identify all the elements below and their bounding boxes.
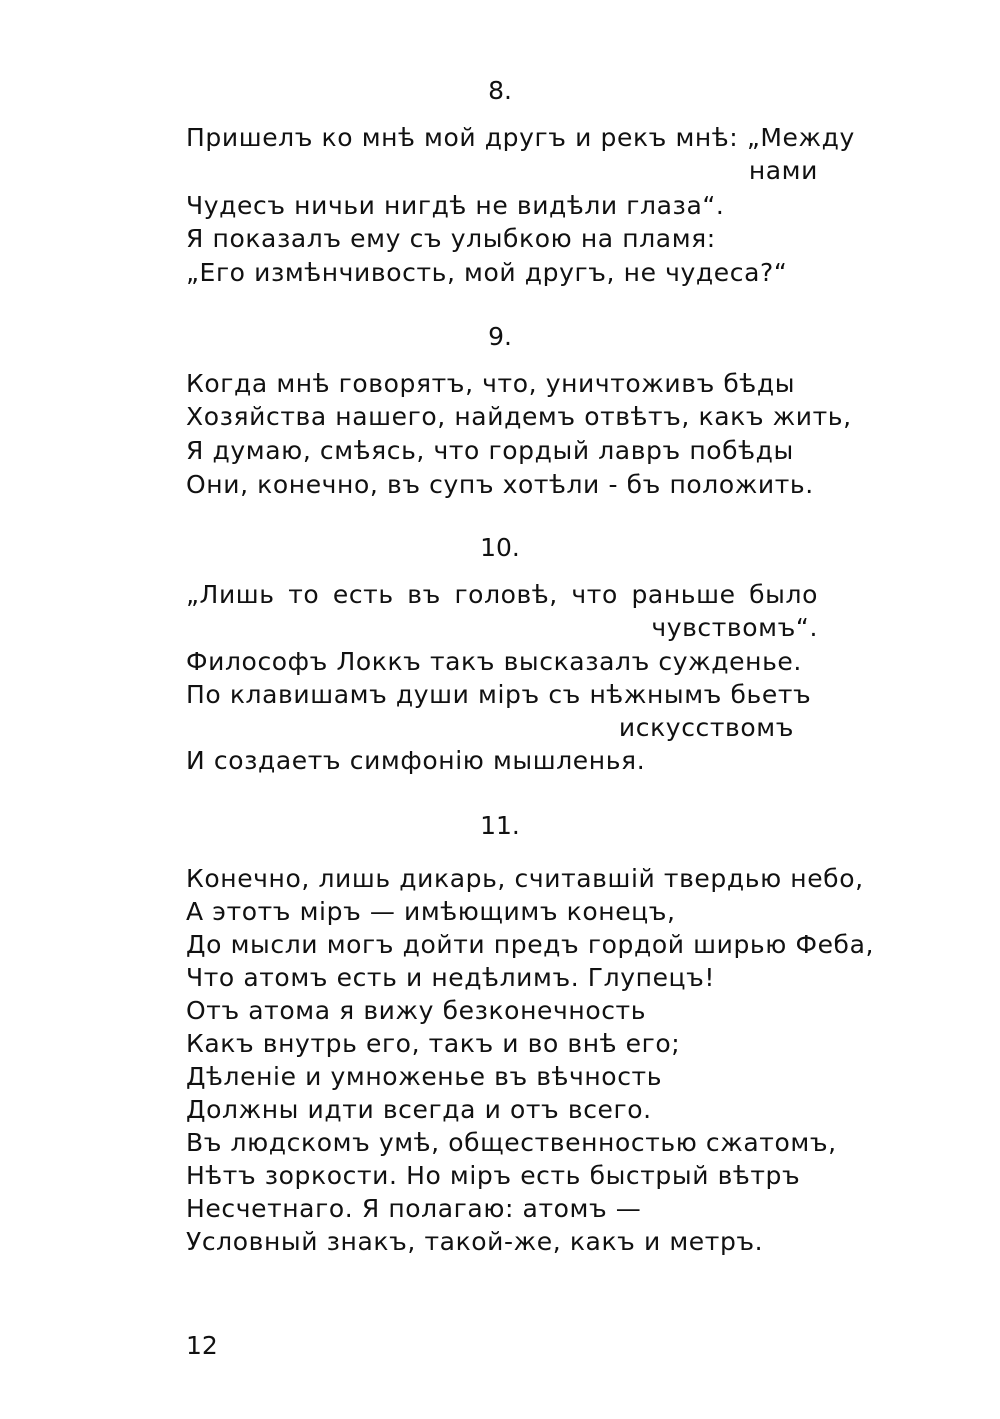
poem-line: Условный знакъ, такой-же, какъ и метръ. — [186, 1227, 764, 1256]
poem-line: До мысли могъ дойти предъ гордой ширью Феба, — [186, 930, 875, 959]
poem-number-10: 10. — [480, 533, 520, 562]
poem-line: „Его измѣнчивость, мой другъ, не чудеса?“ — [186, 258, 788, 287]
poem-line: Несчетнаго. Я полагаю: атомъ — — [186, 1194, 642, 1223]
poem-line: Я показалъ ему съ улыбкою на пламя: — [186, 224, 716, 253]
poem-number-11: 11. — [480, 811, 520, 840]
poem-line: Я думаю, смѣясь, что гордый лавръ побѣды — [186, 436, 794, 465]
poem-line: „Лишь то есть въ головѣ, что раньше было — [186, 580, 818, 609]
poem-line: Конечно, лишь дикарь, считавшій твердью небо, — [186, 864, 864, 893]
page-number: 12 — [186, 1331, 218, 1360]
poem-line: Отъ атома я вижу безконечность — [186, 996, 647, 1025]
poem-line-continuation: нами — [748, 156, 818, 185]
poem-number-8: 8. — [488, 76, 512, 105]
poem-line: А этотъ міръ — имѣющимъ конецъ, — [186, 897, 676, 926]
poem-line: Они, конечно, въ супъ хотѣли - бъ положить. — [186, 470, 814, 499]
poem-line: Дѣленіе и умноженье въ вѣчность — [186, 1062, 663, 1091]
poem-line: И создаетъ симфонію мышленья. — [186, 746, 646, 775]
poem-line: Въ людскомъ умѣ, общественностью сжатомъ, — [186, 1128, 837, 1157]
poem-line: По клавишамъ души міръ съ нѣжнымъ бьетъ — [186, 680, 812, 709]
poem-line: Нѣтъ зоркости. Но міръ есть быстрый вѣтръ — [186, 1161, 801, 1190]
poem-line: Хозяйства нашего, найдемъ отвѣтъ, какъ жить, — [186, 402, 852, 431]
poem-number-9: 9. — [488, 322, 512, 351]
poem-line: Философъ Локкъ такъ высказалъ сужденье. — [186, 647, 802, 676]
poem-line-continuation: искусствомъ — [618, 713, 794, 742]
poem-line: Чудесъ ничьи нигдѣ не видѣли глаза“. — [186, 191, 725, 220]
poem-line-continuation: чувствомъ“. — [651, 613, 818, 642]
poem-line: Пришелъ ко мнѣ мой другъ и рекъ мнѣ: „Между — [186, 123, 855, 152]
poem-line: Должны идти всегда и отъ всего. — [186, 1095, 652, 1124]
poem-line: Когда мнѣ говорятъ, что, уничтоживъ бѣды — [186, 369, 796, 398]
poem-line: Какъ внутрь его, такъ и во внѣ его; — [186, 1029, 681, 1058]
poem-line: Что атомъ есть и недѣлимъ. Глупецъ! — [186, 963, 716, 992]
